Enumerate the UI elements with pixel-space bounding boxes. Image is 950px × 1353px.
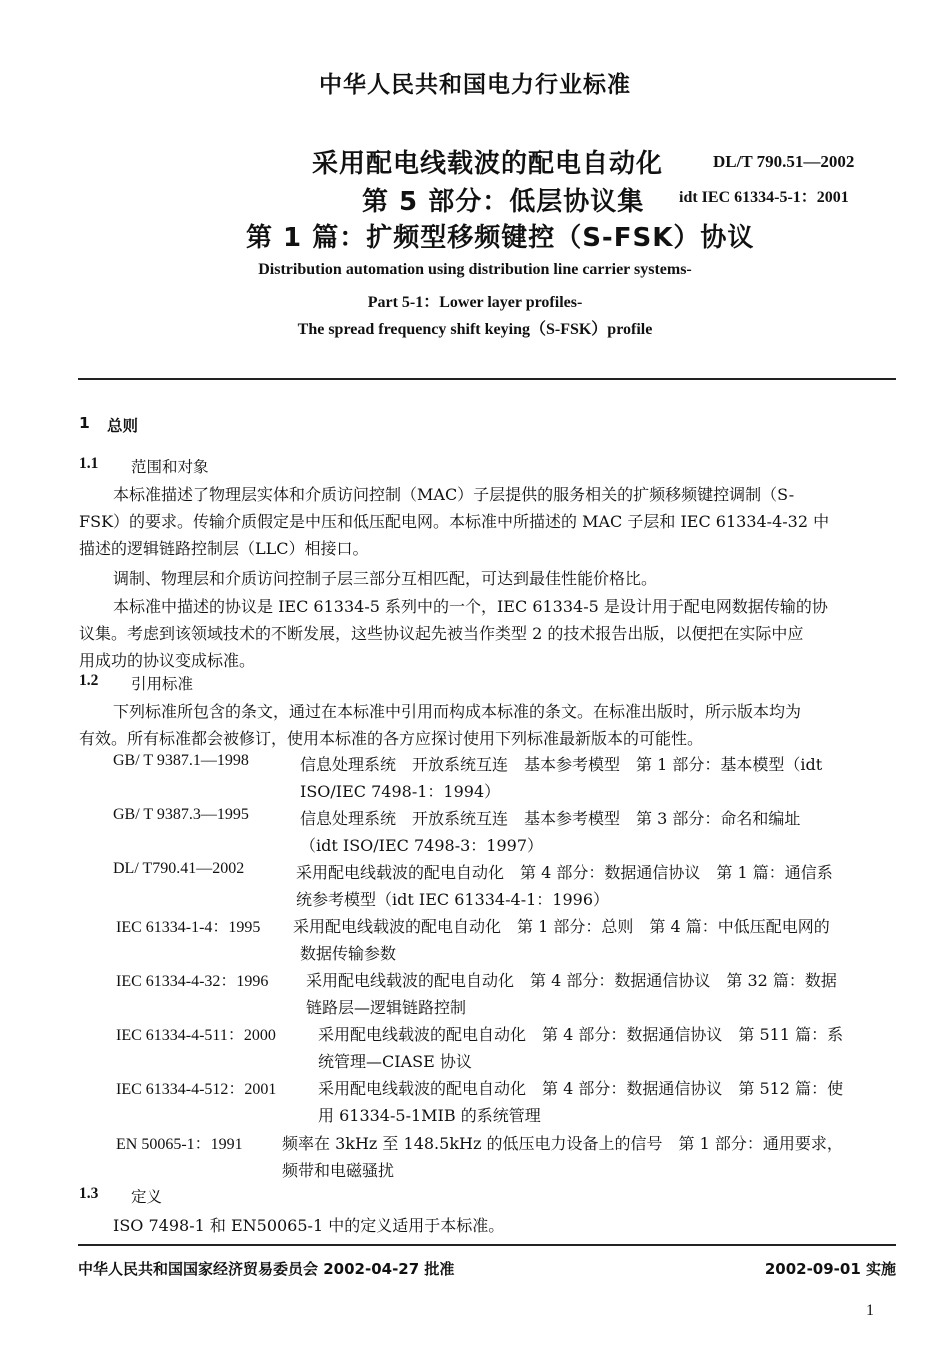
page-number: 1	[866, 1302, 874, 1319]
section-1-2-title: 引用标准	[131, 675, 194, 693]
reference-code: GB/ T 9387.3—1995	[113, 806, 249, 823]
reference-code: IEC 61334-4-512：2001	[116, 1081, 277, 1098]
paragraph-line: 下列标准所包含的条文，通过在本标准中引用而构成本标准的条文。在标准出版时，所示版本均为	[113, 702, 802, 721]
paragraph-line: 本标准描述了物理层实体和介质访问控制（MAC）子层提供的服务相关的扩频移频键控调制（S-	[113, 485, 795, 504]
reference-code: GB/ T 9387.1—1998	[113, 752, 249, 769]
reference-code: IEC 61334-1-4：1995	[116, 919, 261, 936]
paragraph-line: ISO 7498-1 和 EN50065-1 中的定义适用于本标准。	[113, 1216, 505, 1235]
header-divider	[78, 378, 896, 380]
section-1-1-title: 范围和对象	[131, 458, 209, 476]
standard-category-header: 中华人民共和国电力行业标准	[319, 72, 631, 98]
reference-code: DL/ T790.41—2002	[113, 860, 245, 877]
standard-number: DL/T 790.51—2002	[713, 152, 855, 171]
reference-title: 采用配电线载波的配电自动化 第 1 部分：总则 第 4 篇：中低压配电网的	[293, 917, 830, 936]
reference-title: 信息处理系统 开放系统互连 基本参考模型 第 3 部分：命名和编址	[300, 809, 801, 828]
title-zh-line1: 采用配电线载波的配电自动化	[312, 149, 664, 179]
reference-title: 采用配电线载波的配电自动化 第 4 部分：数据通信协议 第 1 篇：通信系	[296, 863, 833, 882]
paragraph-line: 议集。考虑到该领域技术的不断发展，这些协议起先被当作类型 2 的技术报告出版，以便把在实际中应	[79, 624, 804, 643]
paragraph-line: 调制、物理层和介质访问控制子层三部分互相匹配，可达到最佳性能价格比。	[113, 569, 658, 588]
section-1-1-number: 1.1	[79, 455, 99, 472]
reference-code: IEC 61334-4-32：1996	[116, 973, 269, 990]
paragraph-line: FSK）的要求。传输介质假定是中压和低压配电网。本标准中所描述的 MAC 子层和 IEC 61334-4-32 中	[79, 512, 830, 531]
title-en-line2: Part 5-1：Lower layer profiles-	[367, 294, 583, 311]
paragraph-line: 有效。所有标准都会被修订，使用本标准的各方应探讨使用下列标准最新版本的可能性。	[79, 729, 704, 748]
implementation-date: 2002-09-01 实施	[764, 1260, 896, 1278]
paragraph-line: 本标准中描述的协议是 IEC 61334-5 系列中的一个，IEC 61334-5 是设计用于配电网数据传输的协	[113, 597, 828, 616]
reference-title: 采用配电线载波的配电自动化 第 4 部分：数据通信协议 第 32 篇：数据	[306, 971, 837, 990]
reference-title-cont: 频带和电磁骚扰	[282, 1161, 395, 1180]
reference-title: 采用配电线载波的配电自动化 第 4 部分：数据通信协议 第 512 篇：使	[318, 1079, 844, 1098]
reference-title: 采用配电线载波的配电自动化 第 4 部分：数据通信协议 第 511 篇：系	[318, 1025, 844, 1044]
section-1-3-title: 定义	[131, 1188, 163, 1206]
reference-title-cont: 统参考模型（idt IEC 61334-4-1：1996）	[296, 890, 609, 909]
section-1-2-number: 1.2	[79, 672, 99, 689]
reference-title-cont: 统管理—CIASE 协议	[318, 1052, 472, 1071]
reference-title-cont: （idt ISO/IEC 7498-3：1997）	[300, 836, 544, 855]
reference-title: 频率在 3kHz 至 148.5kHz 的低压电力设备上的信号 第 1 部分：通用要求，	[282, 1134, 843, 1153]
title-en-line3: The spread frequency shift keying（S-FSK）profile	[297, 321, 653, 338]
title-en-line1: Distribution automation using distribution line carrier systems-	[258, 261, 692, 278]
section-1-title: 总则	[107, 417, 139, 435]
reference-title-cont: 用 61334-5-1MIB 的系统管理	[318, 1106, 541, 1125]
approval-line: 中华人民共和国国家经济贸易委员会 2002-04-27 批准	[78, 1260, 455, 1278]
paragraph-line: 描述的逻辑链路控制层（LLC）相接口。	[79, 539, 369, 558]
reference-title-cont: ISO/IEC 7498-1：1994）	[300, 782, 501, 801]
reference-title-cont: 链路层—逻辑链路控制	[306, 998, 467, 1017]
reference-code: EN 50065-1：1991	[116, 1136, 243, 1153]
paragraph-line: 用成功的协议变成标准。	[79, 651, 256, 670]
footer-divider	[78, 1244, 896, 1246]
title-zh-line2: 第 5 部分：低层协议集	[362, 187, 645, 217]
reference-code: IEC 61334-4-511：2000	[116, 1027, 276, 1044]
identical-standard: idt IEC 61334-5-1：2001	[679, 189, 849, 206]
reference-title: 信息处理系统 开放系统互连 基本参考模型 第 1 部分：基本模型（idt	[300, 755, 823, 774]
section-1-3-number: 1.3	[79, 1185, 99, 1202]
section-1-number: 1	[79, 414, 90, 432]
title-zh-line3: 第 1 篇：扩频型移频键控（S-FSK）协议	[246, 223, 755, 253]
reference-title-cont: 数据传输参数	[300, 944, 397, 963]
